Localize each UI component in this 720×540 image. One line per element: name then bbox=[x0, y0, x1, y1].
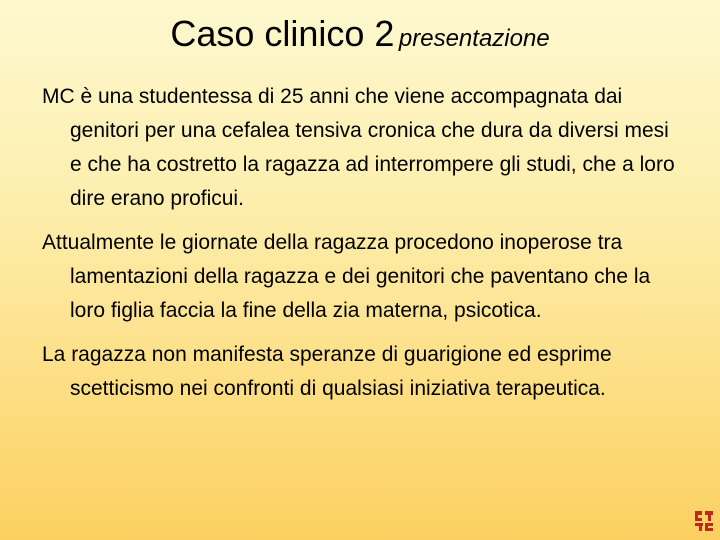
paragraph-prognosis-attitude: La ragazza non manifesta speranze di guarigione ed esprime scetticismo nei confronti di qualsiasi iniziativa terapeutica. bbox=[42, 343, 612, 400]
red-corner-logo-icon bbox=[694, 510, 714, 532]
paragraph-current-situation: Attualmente le giornate della ragazza procedono inoperose tra lamentazioni della ragazza e dei genitori che paventano che la loro figlia faccia la fine della zia materna, psicotica. bbox=[42, 231, 651, 322]
slide-title-main: Caso clinico 2 bbox=[170, 13, 395, 54]
slide-title bbox=[0, 12, 720, 64]
slide-content bbox=[42, 80, 682, 416]
slide-title-subtitle: presentazione bbox=[398, 25, 550, 52]
paragraph-patient-presentation: MC è una studentessa di 25 anni che viene accompagnata dai genitori per una cefalea tensiva cronica che dura da diversi mesi e che ha costretto la ragazza ad interrompere gli studi, che a loro dire erano proficui. bbox=[42, 85, 675, 210]
